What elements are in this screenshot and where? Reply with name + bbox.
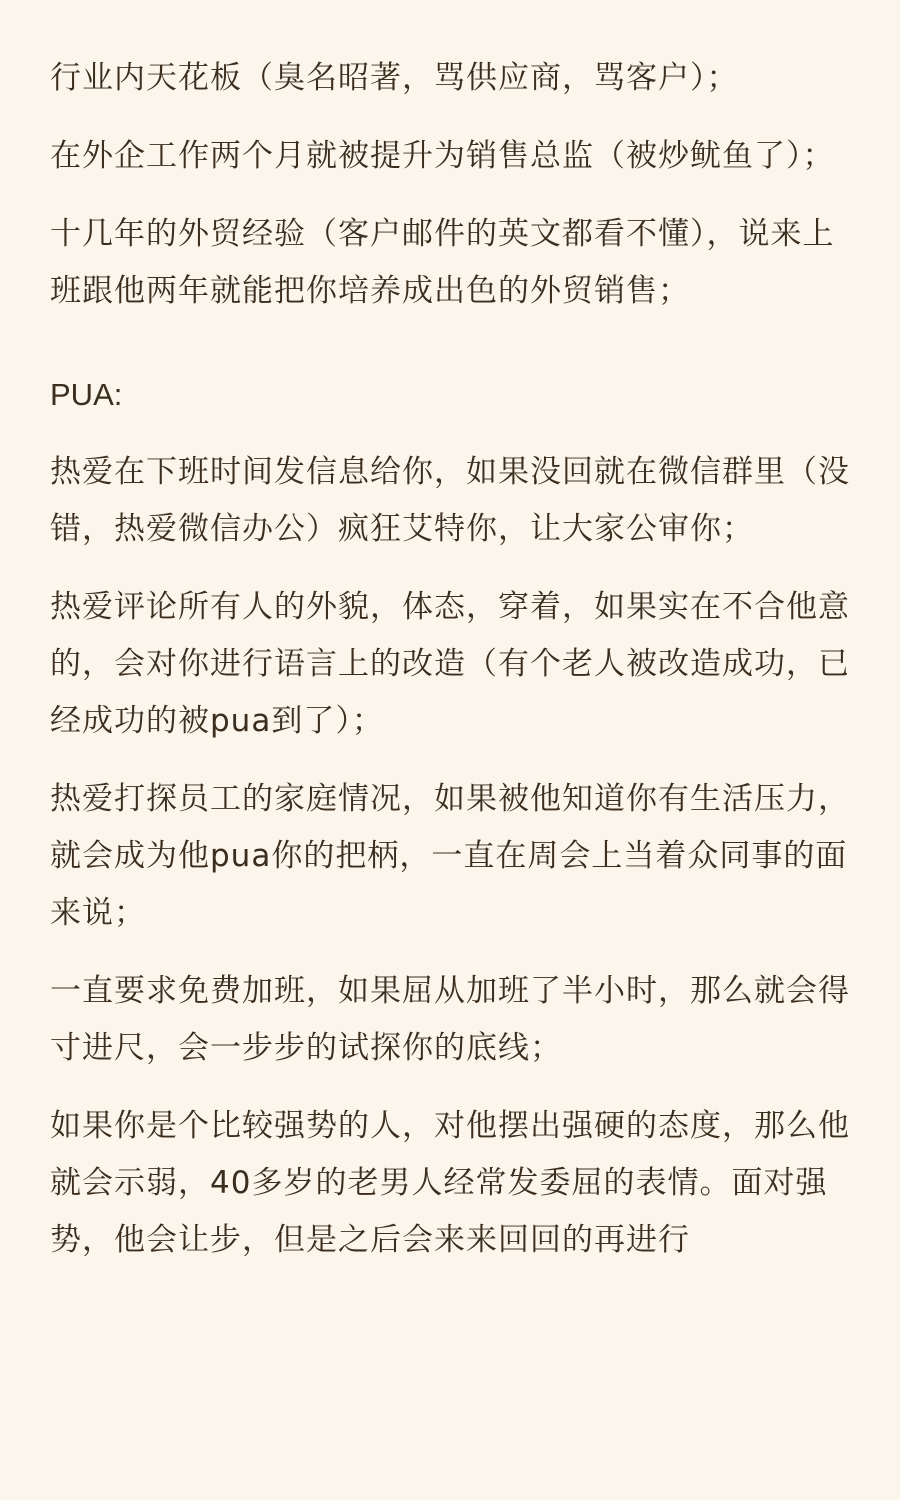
paragraph-industry-reputation: 行业内天花板（臭名昭著，骂供应商，骂客户）； bbox=[50, 60, 739, 96]
section-heading-pua: PUA: bbox=[50, 377, 123, 412]
paragraph-appearance-comments: 热爱评论所有人的外貌，体态，穿着，如果实在不合他意的，会对你进行语言上的改造（有个老人被改造成功，已经成功的被pua到了）； bbox=[50, 589, 850, 739]
paragraph-free-overtime: 一直要求免费加班，如果屈从加班了半小时，那么就会得寸进尺，会一步步的试探你的底线； bbox=[50, 973, 850, 1066]
paragraph-after-hours-messages: 热爱在下班时间发信息给你，如果没回就在微信群里（没错，热爱微信办公）疯狂艾特你，让大家公审你； bbox=[50, 454, 850, 547]
paragraph-family-situation: 热爱打探员工的家庭情况，如果被他知道你有生活压力，就会成为他pua你的把柄，一直在周会上当着众同事的面来说； bbox=[50, 781, 850, 931]
paragraph-strong-personality: 如果你是个比较强势的人，对他摆出强硬的态度，那么他就会示弱，40多岁的老男人经常发委屈的表情。面对强势，他会让步，但是之后会来来回回的再进行 bbox=[50, 1108, 850, 1258]
paragraph-promotion: 在外企工作两个月就被提升为销售总监（被炒鱿鱼了）； bbox=[50, 138, 835, 174]
paragraph-experience: 十几年的外贸经验（客户邮件的英文都看不懂），说来上班跟他两年就能把你培养成出色的外贸销售； bbox=[50, 216, 835, 309]
